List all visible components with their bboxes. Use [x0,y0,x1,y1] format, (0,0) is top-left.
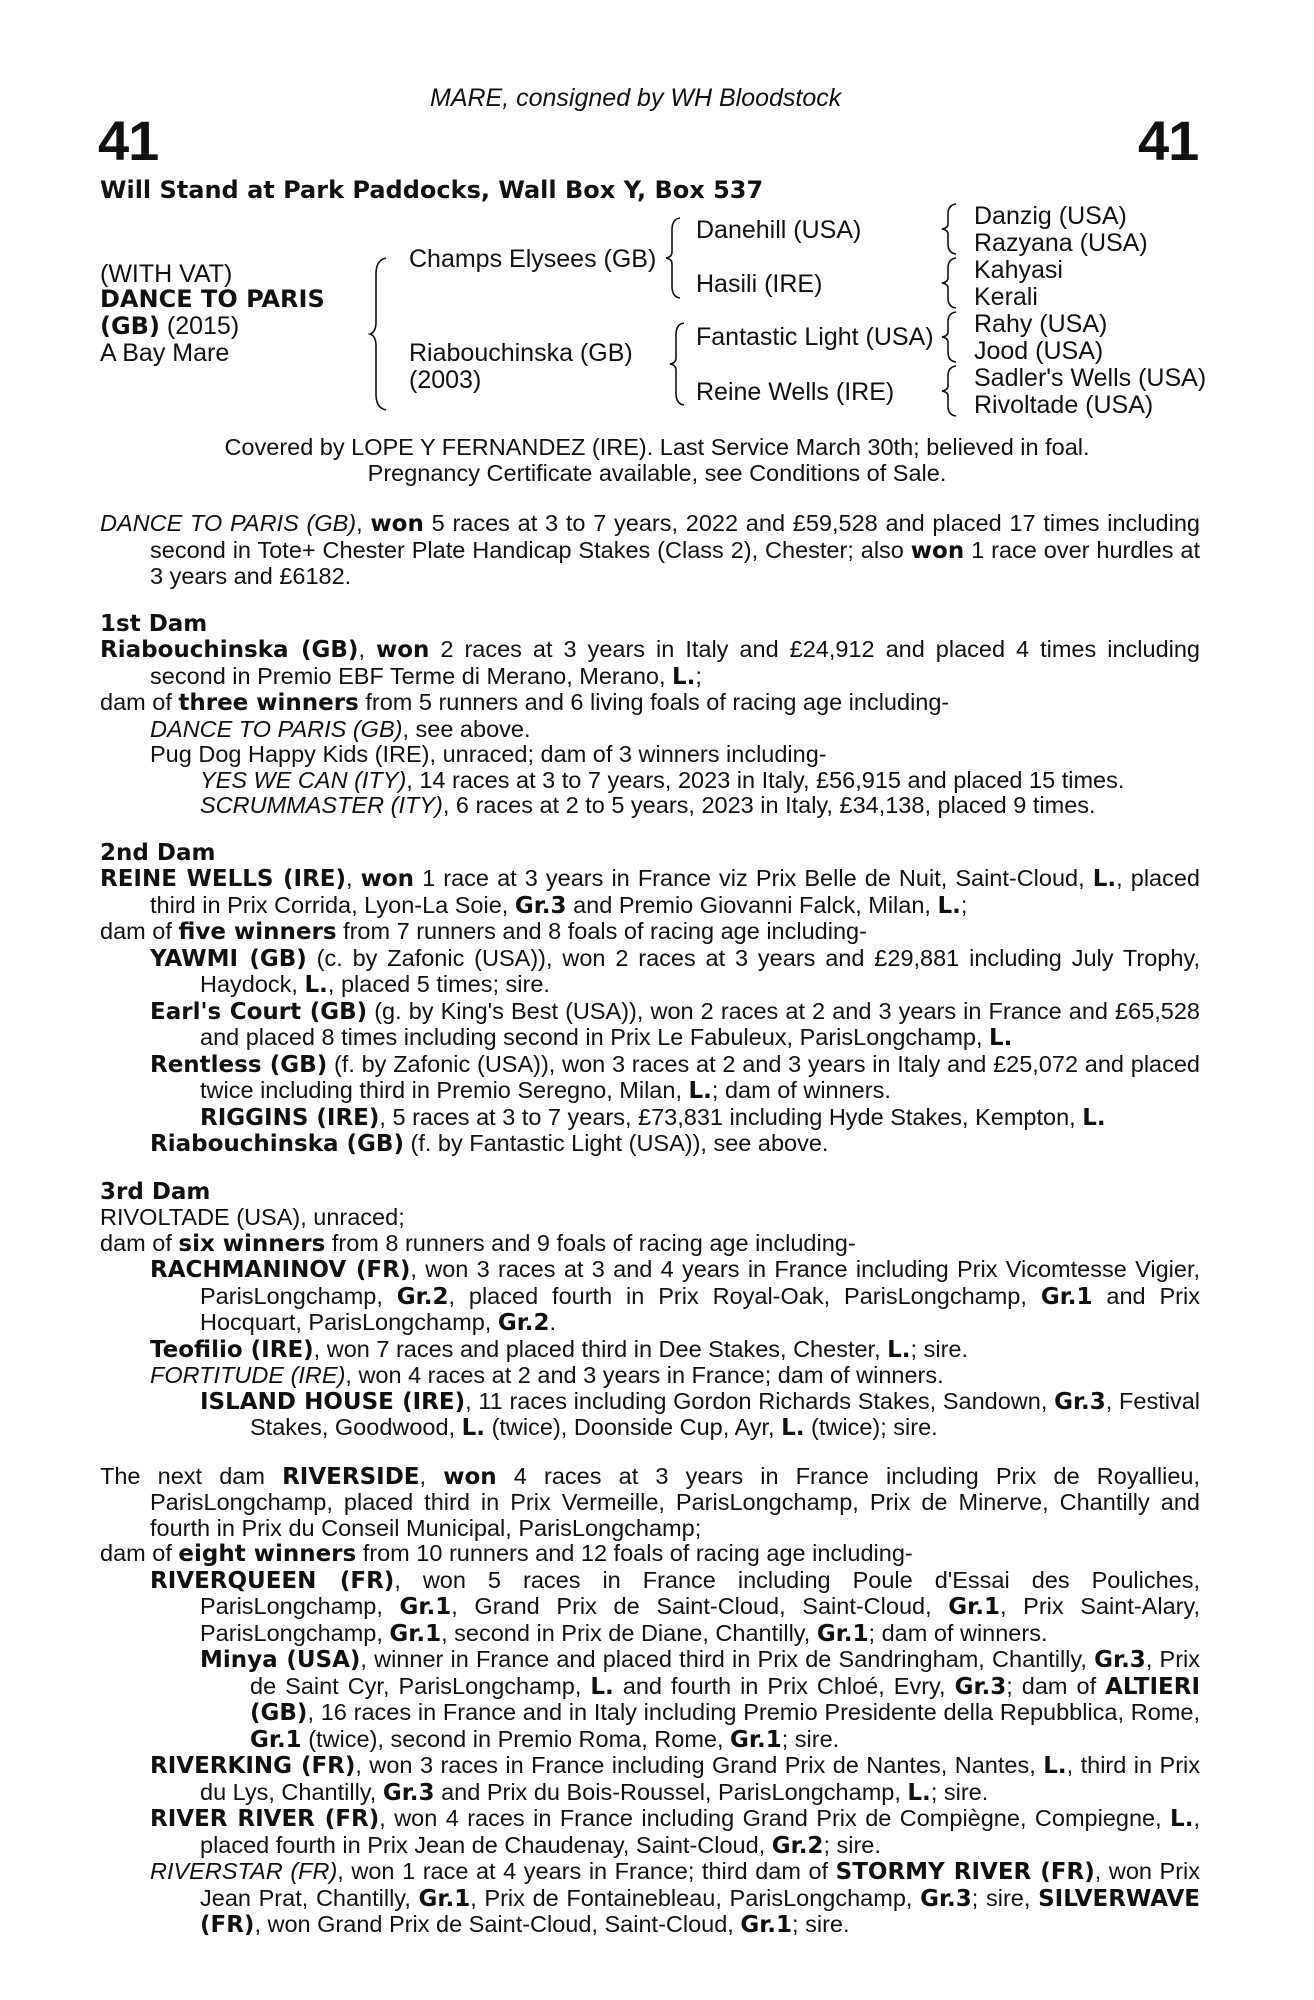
next-dam-produce-summary: dam of eight winners from 10 runners and 12 foals of racing age including- [100,1540,913,1567]
intro-paragraph: DANCE TO PARIS (GB), won 5 races at 3 to 7 years, 2022 and £59,528 and placed 17 times including second in Tote+ Chester Plate Handicap Stakes (Class 2), Chester; also won 1 race over hurdles at 3 years and £6182. [100,510,1200,589]
heading-3rd-dam: 3rd Dam [100,1178,211,1205]
ped-ddd: Rivoltade (USA) [974,391,1154,419]
sire-name: Champs Elysees (GB) [409,245,657,273]
pedigree-brace-dd [940,364,960,418]
dam2-child-yawmi: YAWMI (GB) (c. by Zafonic (USA)), won 2 races at 3 years and £29,881 including July Trophy, Haydock, L., placed 5 times; sire. [150,944,1200,998]
stand-location: Will Stand at Park Paddocks, Wall Box Y, Box 537 [100,176,764,204]
pedigree-brace-dam [668,321,688,407]
covered-line-2: Pregnancy Certificate available, see Conditions of Sale. [367,459,947,486]
covered-note [0,435,1314,486]
dam1-grandchild-1: YES WE CAN (ITY), 14 races at 3 to 7 years, 2023 in Italy, £56,915 and placed 15 times. [200,766,1125,793]
dam1-grandchild-2: SCRUMMASTER (ITY), 6 races at 2 to 5 years, 2023 in Italy, £34,138, placed 9 times. [200,792,1096,818]
dam1-record: Riabouchinska (GB), won 2 races at 3 years in Italy and £24,912 and placed 4 times including second in Premio EBF Terme di Merano, Merano, L.; [100,636,1200,690]
next-dam-record: The next dam RIVERSIDE, won 4 races at 3 years in France including Prix de Royallieu, ParisLongchamp, placed third in Prix Vermeille, ParisLongchamp, Prix de Minerve, Chantilly and fourth in Prix du Conseil Municipal, ParisLongchamp; [100,1462,1200,1541]
next-child-riverking: RIVERKING (FR), won 3 races in France including Grand Prix de Nantes, Nantes, L., third in Prix du Lys, Chantilly, Gr.3 and Prix du Bois-Roussel, ParisLongchamp, L.; sire. [150,1752,1200,1806]
sire-dam: Hasili (IRE) [696,270,823,298]
ped-dds: Sadler's Wells (USA) [974,364,1207,392]
next-child-riverqueen: RIVERQUEEN (FR), won 5 races in France including Poule d'Essai des Pouliches, ParisLongchamp, Gr.1, Grand Prix de Saint-Cloud, Saint-Cloud, Gr.1, Prix Saint-Alary, ParisLongchamp, Gr.1, second in Prix de Diane, Chantilly, Gr.1; dam of winners. [150,1566,1201,1647]
vat-note: (WITH VAT) [100,260,233,288]
dam3-produce-summary: dam of six winners from 8 runners and 9 foals of racing age including- [100,1229,856,1257]
dam2-child-rentless: Rentless (GB) (f. by Zafonic (USA)), won 3 races at 2 and 3 years in Italy and £25,072 and placed twice including third in Premio Seregno, Milan, L.; dam of winners. [150,1050,1200,1104]
pedigree-brace-ss [940,202,960,256]
dam3-child-fortitude: FORTITUDE (IRE), won 4 races at 2 and 3 years in France; dam of winners. [150,1362,944,1388]
horse-name: DANCE TO PARIS [100,285,325,313]
dam3-grandchild-island-house: ISLAND HOUSE (IRE), 11 races including Gordon Richards Stakes, Sandown, Gr.3, Festival Stakes, Goodwood, L. (twice), Doonside Cup, Ayr, L. (twice); sire. [200,1387,1200,1441]
dam-sire: Fantastic Light (USA) [696,323,934,351]
pedigree-brace-main [368,256,392,411]
sire-sire: Danehill (USA) [696,216,862,244]
next-child-riverstar: RIVERSTAR (FR), won 1 race at 4 years in France; third dam of STORMY RIVER (FR), won Prix Jean Prat, Chantilly, Gr.1, Prix de Fontainebleau, ParisLongchamp, Gr.3; sire, SILVERWAVE (FR), won Grand Prix de Saint-Cloud, Saint-Cloud, Gr.1; sire. [150,1858,1200,1938]
catalogue-body [100,511,1200,1939]
horse-description: A Bay Mare [100,339,230,367]
ped-sdd: Kerali [974,283,1038,311]
dam2-child-earls-court: Earl's Court (GB) (g. by King's Best (USA)), won 2 races at 2 and 3 years in France and £65,528 and placed 8 times including second in Prix Le Fabuleux, ParisLongchamp, L. [150,997,1201,1051]
dam-name: Riabouchinska (GB) [409,339,633,367]
horse-origin-year: (GB) (2015) [100,312,240,340]
dam-dam: Reine Wells (IRE) [696,378,895,406]
next-child-river-river: RIVER RIVER (FR), won 4 races in France including Grand Prix de Compiègne, Compiegne, L., placed fourth in Prix Jean de Chaudenay, Saint-Cloud, Gr.2; sire. [150,1805,1200,1859]
dam3-child-rachmaninov: RACHMANINOV (FR), won 3 races at 3 and 4 years in France including Prix Vicomtesse Vigier, ParisLongchamp, Gr.2, placed fourth in Prix Royal-Oak, ParisLongchamp, Gr.1 and Prix Hocquart, ParisLongchamp, Gr.2. [150,1256,1201,1336]
heading-1st-dam: 1st Dam [100,610,208,637]
ped-sss: Danzig (USA) [974,202,1127,230]
heading-2nd-dam: 2nd Dam [100,839,216,866]
lot-number-left: 41 [98,109,159,172]
dam-year: (2003) [409,366,482,394]
dam3-child-teofilio: Teofilio (IRE), won 7 races and placed third in Dee Stakes, Chester, L.; sire. [150,1335,969,1363]
ped-sds: Kahyasi [974,256,1063,284]
dam3-record: RIVOLTADE (USA), unraced; [100,1204,405,1230]
dam1-child-1: DANCE TO PARIS (GB), see above. [150,715,531,742]
dam1-child-2: Pug Dog Happy Kids (IRE), unraced; dam of 3 winners including- [150,741,827,767]
dam2-produce-summary: dam of five winners from 7 runners and 8 foals of racing age including- [100,918,867,945]
lot-number-right: 41 [1138,109,1199,172]
pedigree-brace-ds [940,310,960,364]
pedigree-brace-sd [940,256,960,310]
covered-line-1: Covered by LOPE Y FERNANDEZ (IRE). Last Service March 30th; believed in foal. [224,434,1090,460]
consignor-line: MARE, consigned by WH Bloodstock [430,84,842,112]
next-grandchild-minya: Minya (USA), winner in France and placed third in Prix de Sandringham, Chantilly, Gr.3, Prix de Saint Cyr, ParisLongchamp, L. and fourth in Prix Chloé, Evry, Gr.3; dam of ALTIERI (GB), 16 races in France and in Italy including Premio Presidente della Repubblica, Rome, Gr.1 (twice), second in Premio Roma, Rome, Gr.1; sire. [200,1646,1201,1753]
ped-dsd: Jood (USA) [974,337,1104,365]
ped-dss: Rahy (USA) [974,310,1108,338]
dam1-produce-summary: dam of three winners from 5 runners and 6 living foals of racing age including- [100,689,950,716]
dam2-record: REINE WELLS (IRE), won 1 race at 3 years in France viz Prix Belle de Nuit, Saint-Cloud, L., placed third in Prix Corrida, Lyon-La Soie, Gr.3 and Premio Giovanni Falck, Milan, L.; [100,865,1200,919]
dam2-child-riabouchinska: Riabouchinska (GB) (f. by Fantastic Light (USA)), see above. [150,1130,829,1157]
pedigree-brace-sire [664,216,684,300]
ped-ssd: Razyana (USA) [974,229,1148,257]
dam2-grandchild-riggins: RIGGINS (IRE), 5 races at 3 to 7 years, £73,831 including Hyde Stakes, Kempton, L. [200,1103,1106,1131]
